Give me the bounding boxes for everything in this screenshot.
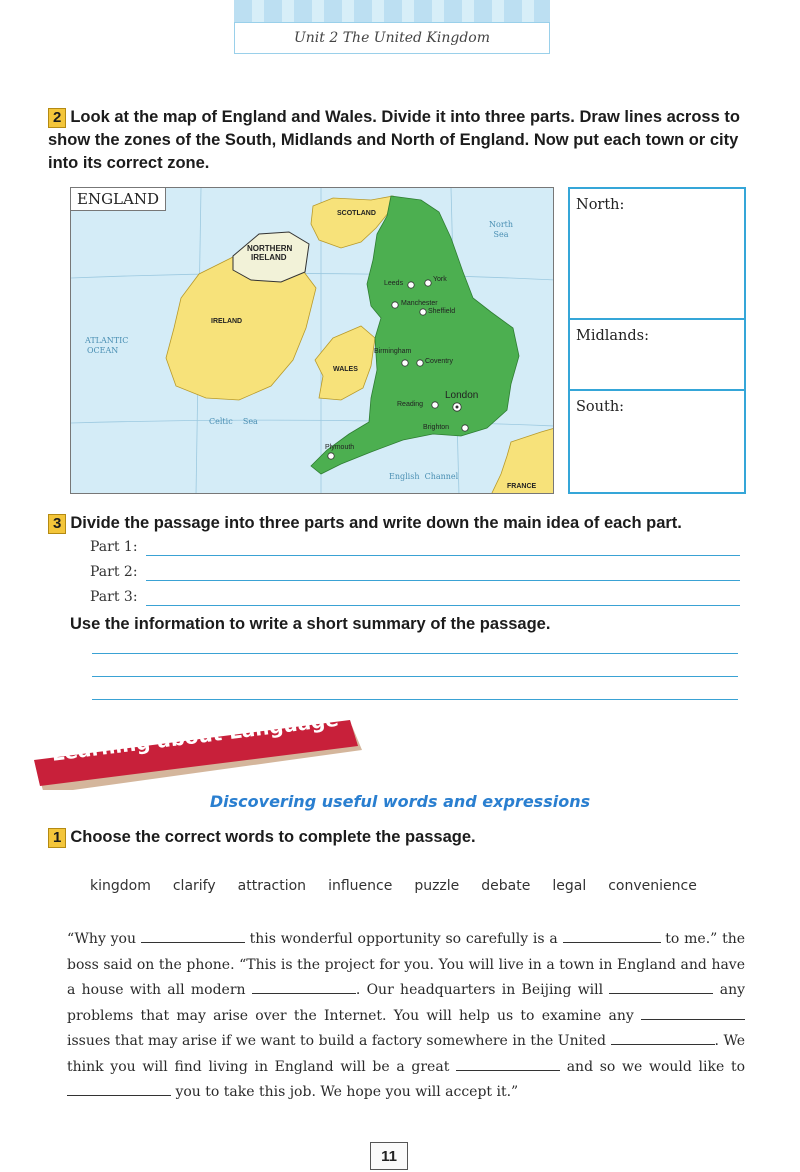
header-decoration — [234, 0, 550, 22]
part-3-line[interactable] — [146, 605, 740, 606]
zone-north[interactable]: North: — [576, 197, 625, 213]
question-2-text: Look at the map of England and Wales. Divide it into three parts. Draw lines across to show the zones of the South, Midlands and North of England. Now put each town or city into its correct zone. — [48, 108, 740, 172]
question-3 — [48, 512, 768, 535]
word-bank-item: convenience — [608, 878, 697, 894]
city-plymouth: Plymouth — [325, 444, 355, 451]
section-banner — [32, 706, 366, 790]
word-bank-item: kingdom — [90, 878, 151, 894]
city-york: York — [433, 276, 447, 283]
city-brighton: Brighton — [423, 424, 450, 431]
question-number: 3 — [48, 514, 66, 534]
word-bank — [90, 878, 750, 894]
word-bank-item: legal — [552, 878, 587, 894]
zone-south[interactable]: South: — [576, 399, 625, 415]
label-northern-ireland: NORTHERN IRELAND — [247, 244, 293, 262]
page-number: 11 — [370, 1142, 408, 1170]
label-atlantic-ocean: ATLANTIC OCEAN — [85, 336, 129, 355]
zone-midlands[interactable]: Midlands: — [576, 328, 649, 344]
part-1-label: Part 1: — [90, 539, 138, 555]
question-number: 1 — [48, 828, 66, 848]
word-bank-item: puzzle — [414, 878, 460, 894]
city-leeds: Leeds — [384, 280, 404, 287]
fill-in-passage: “Why you this wonderful opportunity so carefully is a to me.” the boss said on the phone. “This is the project for you. You will live in a town in England and have a house with all modern . Our headquarters in Beijing will any problems that may arise over the Internet. You will help us to examine any issues that may arise if we want to build a factory somewhere in the United . We think you will find living in England will be a great and so we would like to you to take this job. We hope you will accept it.” — [67, 927, 745, 1106]
blank-6[interactable] — [611, 1030, 715, 1045]
city-coventry: Coventry — [425, 358, 454, 365]
part-2-line[interactable] — [146, 580, 740, 581]
word-bank-item: debate — [481, 878, 531, 894]
summary-prompt: Use the information to write a short summary of the passage. — [70, 615, 551, 633]
blank-5[interactable] — [641, 1005, 745, 1020]
england-map — [70, 187, 554, 494]
blank-4[interactable] — [609, 979, 713, 994]
question-3-text: Divide the passage into three parts and write down the main idea of each part. — [70, 514, 682, 532]
city-london: London — [445, 390, 479, 401]
part-2-label: Part 2: — [90, 564, 138, 580]
unit-title: Unit 2 The United Kingdom — [234, 22, 550, 54]
label-scotland: SCOTLAND — [337, 210, 376, 217]
word-bank-item: attraction — [237, 878, 307, 894]
summary-line-1[interactable] — [92, 653, 738, 654]
label-ireland: IRELAND — [211, 318, 243, 325]
label-wales: WALES — [333, 366, 358, 373]
summary-line-3[interactable] — [92, 699, 738, 700]
label-france: FRANCE — [507, 483, 537, 490]
blank-7[interactable] — [456, 1056, 560, 1071]
blank-3[interactable] — [252, 979, 356, 994]
question-1 — [48, 826, 748, 849]
word-bank-item: clarify — [172, 878, 216, 894]
map-title: ENGLAND — [71, 188, 166, 211]
blank-1[interactable] — [141, 928, 245, 943]
city-manchester: Manchester — [401, 300, 438, 307]
city-reading: Reading — [397, 401, 424, 408]
summary-line-2[interactable] — [92, 676, 738, 677]
part-3-label: Part 3: — [90, 589, 138, 605]
banner-title: Learning about Language — [50, 706, 340, 766]
city-birmingham: Birmingham — [374, 348, 412, 355]
part-1-line[interactable] — [146, 555, 740, 556]
question-1-text: Choose the correct words to complete the passage. — [70, 828, 476, 846]
label-north-sea: North Sea — [489, 220, 514, 239]
blank-8[interactable] — [67, 1081, 171, 1096]
blank-2[interactable] — [563, 928, 661, 943]
question-2 — [48, 106, 753, 175]
question-number: 2 — [48, 108, 66, 128]
label-celtic-sea: Celtic Sea — [209, 417, 258, 426]
zones-box — [568, 187, 746, 494]
city-sheffield: Sheffield — [428, 308, 456, 315]
label-english-channel: English Channel — [389, 472, 459, 481]
section-subtitle: Discovering useful words and expressions — [209, 792, 591, 811]
word-bank-item: influence — [328, 878, 393, 894]
